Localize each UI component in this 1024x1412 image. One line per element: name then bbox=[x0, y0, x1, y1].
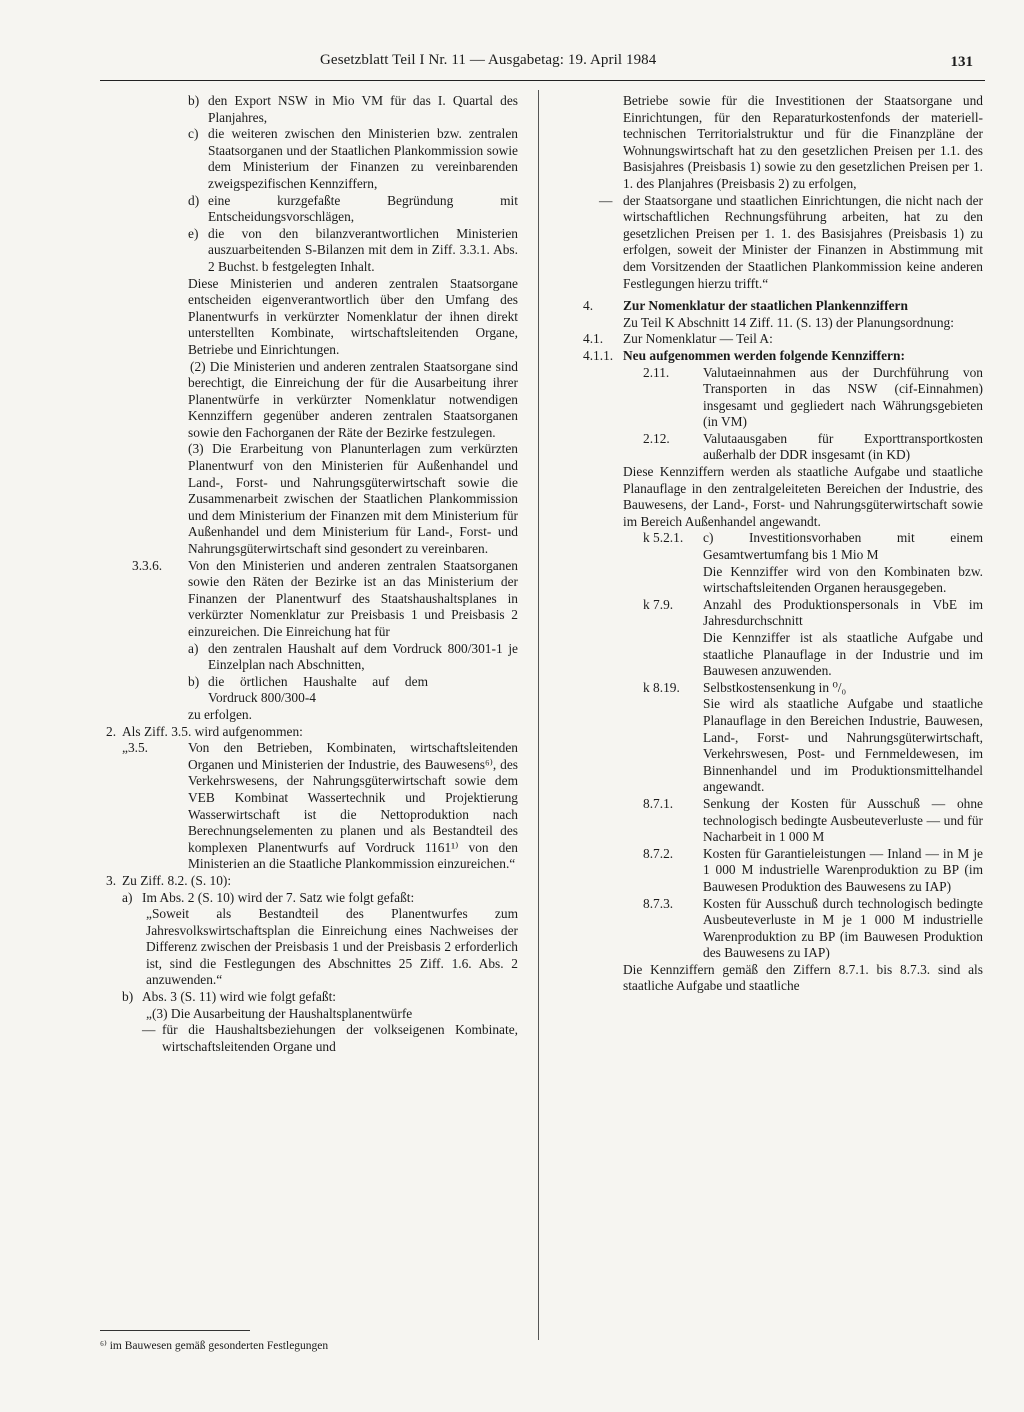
kennziffer-8-19 bbox=[583, 680, 983, 796]
list-item bbox=[188, 193, 518, 226]
dash-label: — bbox=[599, 192, 613, 208]
list-item bbox=[188, 126, 518, 192]
item-text: Als Ziff. 3.5. wird aufgenommen: bbox=[122, 723, 303, 739]
kennziffer-note: Die Kennziffer ist als staatliche Aufgabe und staatliche Planauflage in der Industrie und im Bauwesen anzuwenden. bbox=[703, 630, 983, 679]
list-text: eine kurzgefaßte Begründung mit Entscheidungsvorschlägen, bbox=[208, 192, 518, 225]
item-3 bbox=[100, 873, 518, 890]
kennziffer-note: Die Kennziffer wird von den Kombinaten bzw. wirtschaftsleitenden Organen herausgegeben. bbox=[703, 563, 983, 596]
kennziffer-label: k 5.2.1. bbox=[643, 530, 684, 546]
section-label: 4.1. bbox=[583, 331, 604, 347]
paragraph: Diese Kennziffern werden als staatliche Aufgabe und staatliche Planauflage in den zentralgeleiteten Bereichen der Industrie, des Bauwesens, der Land-, Forst- und Nahrungsgüterwirtschaft sowie im Bereich Außenhandel angewandt. bbox=[623, 464, 983, 529]
kennziffer-8-7-1 bbox=[583, 796, 983, 846]
dash-item bbox=[142, 1022, 518, 1055]
item-text: Abs. 3 (S. 11) wird wie folgt gefaßt: bbox=[142, 989, 337, 1005]
list-text: die von den bilanzverantwortlichen Ministerien auszuarbeitenden S-Bilanzen mit dem in Ziff. 3.3.1. Abs. 2 Buchst. b festgelegten Inhalt. bbox=[208, 225, 518, 274]
kennziffer-7-9 bbox=[583, 597, 983, 680]
kennziffer-text: Kosten für Ausschuß durch technologisch bedingte Ausbeuteverluste in M je 1 000 M industrielle Warenproduktion zu BP (im Bauwesen Produktion des Bauwesens zu IAP) bbox=[703, 895, 983, 961]
paragraph: Zur Nomenklatur — Teil A: bbox=[623, 331, 773, 347]
paragraph: Diese Ministerien und anderen zentralen Staatsorgane entscheiden eigenverantwortlich über den Umfang des Planentwurfs in verkürzter Nomenklatur der ihnen direkt unterstellten Kombinate, wirtschaftsleitenden Organe, Betriebe und Einrichtungen. bbox=[188, 275, 518, 357]
paragraph: (3) Die Erarbeitung von Planunterlagen zum verkürzten Planentwurf von den Ministerien für Außenhandel und Land-, Forst- und Nahrungsgüterwirtschaft sowie die Zusammenarbeit zwischen der Staatlichen Plankommission und dem Ministerium der Finanzen mit dem Ministerium für Außenhandel und dem Ministerium für Land-, Forst- und Nahrungsgüterwirtschaft sind gesondert zu vereinbaren. bbox=[188, 441, 518, 557]
kennziffer-label: 2.11. bbox=[643, 364, 670, 380]
list-text: den Export NSW in Mio VM für das I. Quartal des Planjahres, bbox=[208, 93, 518, 125]
paragraph: zu erfolgen. bbox=[188, 706, 252, 722]
kennziffer-label: 8.7.2. bbox=[643, 845, 674, 861]
kennziffer-text: Anzahl des Produktionspersonals in VbE im Jahresdurchschnitt bbox=[703, 596, 983, 629]
paragraph: Betriebe sowie für die Investitionen der Staatsorgane und Einrichtungen, für den Reparaturkostenfonds der materiell-technischen Territorialstruktur und für die Finanzpläne der Wohnungswirtschaft hat zu den gesetzlichen Preisen per 1.1. des Basisjahres (Preisbasis 1) sowie zu den gesetzlichen Preisen per 1. 1. des Planjahres (Preisbasis 2) zu erfolgen, bbox=[623, 93, 983, 191]
kennziffer-text: c) Investitionsvorhaben mit einem Gesamtwertumfang bis 1 Mio M bbox=[703, 530, 983, 563]
quote-text: „(3) Die Ausarbeitung der Haushaltsplanentwürfe bbox=[146, 1005, 413, 1021]
page-header bbox=[100, 52, 985, 81]
right-column bbox=[583, 93, 983, 995]
item-label: b) bbox=[122, 989, 134, 1005]
list-label: a) bbox=[188, 640, 199, 656]
kennziffer-note: Sie wird als staatliche Aufgabe und staatliche Planauflage in den Bereichen Industrie, Bauwesen, Land-, Forst- und Nahrungsgüterwirtschaft, Verkehrswesen, Post- und Fernmeldewesen, im Binnenhandel und im Produktionsmittelhandel angewandt. bbox=[703, 696, 983, 795]
paragraph: Von den Betrieben, Kombinaten, wirtschaftsleitenden Organen und Ministerien der Industrie, des Bauwesens⁶⁾, des Verkehrswesens, der Nahrungsgüterwirtschaft sowie dem VEB Kombinat Wassertechnik und Projektierung Wasserwirtschaft ist die Nettoproduktion nach Berechnungselementen zu planen und als Bestandteil des komplexen Planentwurfs auf Vordruck 1161¹⁾ von den Ministerien an die Staatliche Plankommission einzureichen.“ bbox=[188, 740, 518, 872]
item-2 bbox=[100, 724, 518, 741]
list-text: die örtlichen Haushalte auf dem Vordruck 800/300-4 bbox=[208, 673, 428, 706]
paragraph: Die Kennziffern gemäß den Ziffern 8.7.1. bis 8.7.3. sind als staatliche Aufgabe und staatliche bbox=[623, 961, 983, 994]
list-item bbox=[188, 641, 518, 674]
running-head: Gesetzblatt Teil I Nr. 11 — Ausgabetag: 19. April 1984 bbox=[320, 52, 657, 68]
list-label: b) bbox=[188, 673, 200, 689]
item-label: 2. bbox=[106, 723, 117, 739]
kennziffer-8-7-2 bbox=[583, 846, 983, 896]
kennziffer-label: k 8.19. bbox=[643, 679, 680, 695]
item-text: Zu Ziff. 8.2. (S. 10): bbox=[122, 872, 232, 888]
item-label: a) bbox=[122, 889, 133, 905]
paragraph: Von den Ministerien und anderen zentralen Staatsorganen sowie den Räten der Bezirke ist an das Ministerium der Finanzen der Planentwurf des Staatshaushaltsplanes in verkürzter Nomenklatur zur Preisbasis 1 und Preisbasis 2 einzureichen. Die Einreichung hat für bbox=[188, 557, 518, 639]
quote-text: „Soweit als Bestandteil des Planentwurfes zum Jahresvolkswirtschaftsplan die Einreichung eines Nachweises der Differenz zwischen der Preisbasis 1 und der Preisbasis 2 erforderlich ist, sind die Festlegungen des Abschnittes 25 Ziff. 1.6. Abs. 2 anzuwenden.“ bbox=[146, 906, 518, 988]
list-item bbox=[188, 674, 518, 707]
section-title: Neu aufgenommen werden folgende Kennziffern: bbox=[623, 347, 905, 363]
kennziffer-label: 8.7.1. bbox=[643, 795, 674, 811]
item-label: 3. bbox=[106, 872, 117, 888]
left-column bbox=[100, 93, 518, 1055]
list-label: b) bbox=[188, 93, 200, 108]
kennziffer-5-2-1 bbox=[583, 530, 983, 596]
list-item bbox=[188, 226, 518, 276]
kennziffer-text: Valutaeinnahmen aus der Durchführung von Transporten in das NSW (cif-Einnahmen) insgesamt und gegliedert nach Währungsgebieten (in VM) bbox=[703, 364, 983, 430]
footnote-rule bbox=[100, 1330, 250, 1331]
list-label: e) bbox=[188, 225, 199, 241]
dash-text: der Staatsorgane und staatlichen Einrichtungen, die nicht nach der wirtschaftlichen Rechnungsführung arbeiten, hat zu den gesetzlichen Preisen per 1. 1. des Basisjahres (Preisbasis 1) zu erfolgen, soweit der Minister der Finanzen in Abstimmung mit dem Vorsitzenden der Staatlichen Plankommission keine anderen Festlegungen hierzu trifft.“ bbox=[623, 192, 983, 291]
list-text: die weiteren zwischen den Ministerien bzw. zentralen Staatsorganen und der Staatlichen Plankommission sowie dem Ministerium der Finanzen zu vereinbarenden zweigspezifischen Kennziffern, bbox=[208, 126, 518, 191]
paragraph: Zu Teil K Abschnitt 14 Ziff. 11. (S. 13) der Planungsordnung: bbox=[623, 314, 954, 330]
item-text: Im Abs. 2 (S. 10) wird der 7. Satz wie folgt gefaßt: bbox=[142, 889, 415, 905]
dash-text: für die Haushaltsbeziehungen der volkseigenen Kombinate, wirtschaftsleitenden Organe und bbox=[162, 1022, 518, 1054]
column-divider bbox=[538, 90, 539, 1340]
section-label: 4. bbox=[583, 298, 594, 314]
kennziffer-text: Selbstkostensenkung in ⁰/₀ bbox=[703, 679, 847, 695]
quote-3-5 bbox=[100, 740, 518, 873]
kennziffer-label: k 7.9. bbox=[643, 596, 674, 612]
list-label: d) bbox=[188, 192, 200, 208]
item-3a bbox=[100, 890, 518, 990]
section-3-3-6 bbox=[100, 558, 518, 724]
section-title: Zur Nomenklatur der staatlichen Plankennziffern bbox=[623, 298, 908, 314]
item-3b bbox=[100, 989, 518, 1055]
dash-item bbox=[583, 193, 983, 293]
section-label: 4.1.1. bbox=[583, 347, 614, 363]
section-label: „3.5. bbox=[122, 740, 149, 756]
section-4-1-1 bbox=[583, 348, 983, 365]
kennziffer-text: Kosten für Garantieleistungen — Inland — in M je 1 000 M industrielle Warenproduktion zu BP (im Bauwesen Produktion des Bauwesens zu IAP) bbox=[703, 845, 983, 894]
dash-label: — bbox=[142, 1022, 156, 1038]
section-4-1 bbox=[583, 331, 983, 348]
list-text: den zentralen Haushalt auf dem Vordruck 800/301-1 je Einzelplan nach Abschnitten, bbox=[208, 640, 518, 673]
kennziffer-text: Senkung der Kosten für Ausschuß — ohne technologisch bedingte Ausbeuteverluste — und für Nacharbeit in 1 000 M bbox=[703, 795, 983, 845]
kennziffer-label: 2.12. bbox=[643, 430, 670, 446]
page-number: 131 bbox=[950, 54, 973, 70]
kennziffer-2-11 bbox=[583, 365, 983, 431]
kennziffer-label: 8.7.3. bbox=[643, 895, 674, 911]
paragraph: (2) Die Ministerien und anderen zentralen Staatsorgane sind berechtigt, die Einreichung der für die Ausarbeitung ihrer Planentwürfe in verkürzter Nomenklatur notwendigen Kennziffern gegenüber anderen zentralen Staatsorganen sowie den Fachorganen der Räte der Bezirke festzulegen. bbox=[188, 358, 518, 440]
kennziffer-text: Valutaausgaben für Exporttransportkosten außerhalb der DDR insgesamt (in KD) bbox=[703, 430, 983, 463]
list-item bbox=[188, 93, 518, 126]
section-4 bbox=[583, 298, 983, 331]
kennziffer-8-7-3 bbox=[583, 896, 983, 962]
kennziffer-2-12 bbox=[583, 431, 983, 464]
footnote: ⁶⁾ im Bauwesen gemäß gesonderten Festlegungen bbox=[100, 1340, 329, 1352]
section-label: 3.3.6. bbox=[132, 557, 163, 573]
list-label: c) bbox=[188, 126, 199, 142]
